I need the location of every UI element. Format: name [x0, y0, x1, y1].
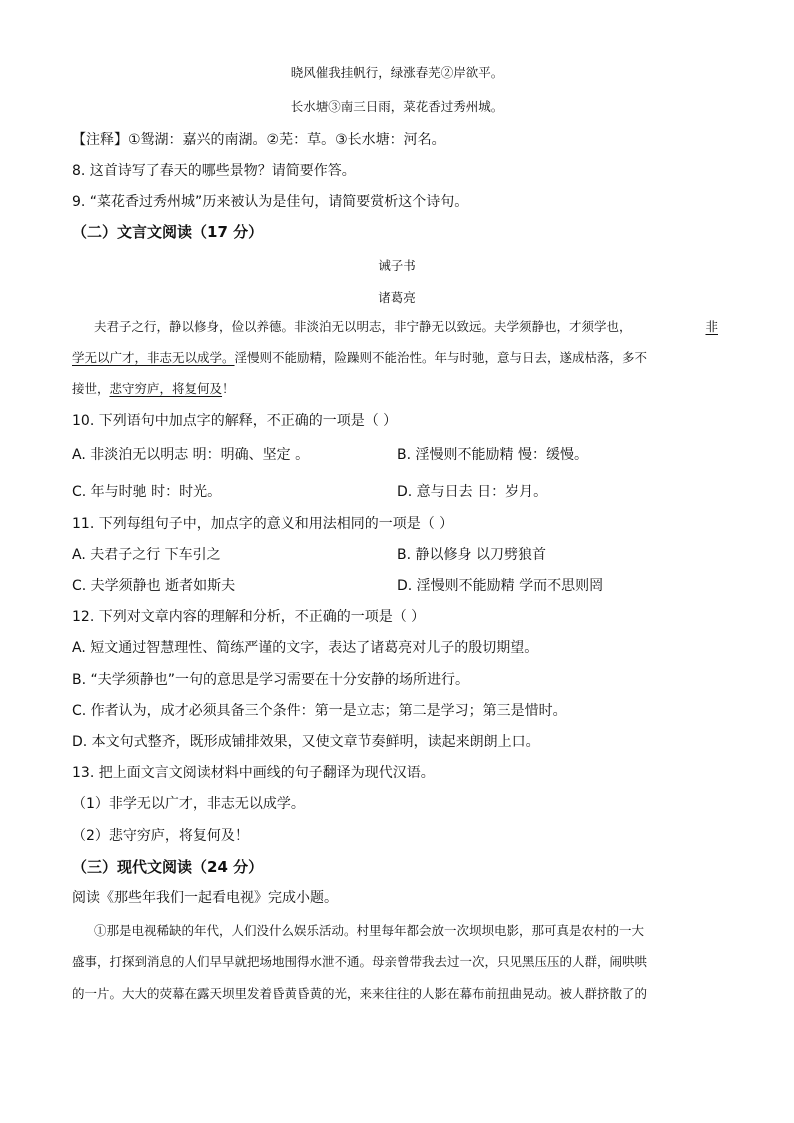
question-10-option-d: D. 意与日去 日：岁月。 [397, 484, 548, 500]
classical-text-author: 诸葛亮 [378, 290, 416, 305]
question-13-sentence-1: （1）非学无以广才，非志无以成学。 [72, 796, 305, 812]
question-11-option-c: C. 夫学须静也 逝者如斯夫 [72, 578, 236, 594]
question-11-option-a: A. 夫君子之行 下车引之 [72, 547, 221, 563]
question-11-stem: 11. 下列每组句子中，加点字的意义和用法相同的一项是（ ） [72, 516, 454, 532]
question-9: 9. “菜花香过秀州城”历来被认为是佳句，请简要赏析这个诗句。 [72, 194, 469, 210]
question-11-option-d: D. 淫慢则不能励精 学而不思则罔 [397, 578, 604, 594]
classical-text-segment: ！ [222, 381, 235, 396]
classical-text-segment: 夫君子之行，静以修身，俭以养德。非淡泊无以明志，非宁静无以致远。夫学须静也，才须学也， [94, 319, 632, 334]
classical-text-segment: 接世， [72, 381, 110, 396]
question-12-option-a: A. 短文通过智慧理性、简练严谨的文字，表达了诸葛亮对儿子的殷切期望。 [72, 640, 539, 656]
section-3-intro: 阅读《那些年我们一起看电视》完成小题。 [72, 890, 338, 906]
question-13-stem: 13. 把上面文言文阅读材料中画线的句子翻译为现代汉语。 [72, 765, 435, 781]
underlined-sentence-1-start: 非 [705, 319, 718, 334]
classical-text-line-2 [72, 348, 718, 368]
modern-text-line-2: 盛事，打探到消息的人们早早就把场地围得水泄不通。母亲曾带我去过一次，只见黑压压的人群，闹哄哄 [72, 954, 648, 969]
question-11-option-b: B. 静以修身 以刀劈狼首 [397, 547, 546, 563]
poem-line-2: 长水塘③南三日雨，菜花香过秀州城。 [290, 99, 504, 114]
question-13-sentence-2: （2）悲守穷庐，将复何及！ [72, 828, 249, 844]
question-12-stem: 12. 下列对文章内容的理解和分析，不正确的一项是（ ） [72, 609, 426, 625]
classical-text-line-3 [72, 379, 235, 399]
modern-text-line-3: 的一片。大大的荧幕在露天坝里发着昏黄昏黄的光，来来往往的人影在幕布前扭曲晃动。被人群挤散了的 [72, 986, 648, 1001]
question-10-option-a: A. 非淡泊无以明志 明：明确、坚定 。 [72, 447, 310, 463]
question-8: 8. 这首诗写了春天的哪些景物？请简要作答。 [72, 163, 356, 179]
question-10-stem: 10. 下列语句中加点字的解释，不正确的一项是（ ） [72, 413, 398, 429]
poem-line-1: 晓风催我挂帆行，绿涨春芜②岸欲平。 [290, 65, 504, 80]
classical-text-title: 诫子书 [378, 258, 416, 273]
section-2-heading: （二）文言文阅读（17 分） [72, 223, 264, 241]
question-12-option-c: C. 作者认为，成才必须具备三个条件：第一是立志；第二是学习；第三是惜时。 [72, 703, 567, 719]
underlined-sentence-1-end: 学无以广才，非志无以成学。 [72, 350, 235, 365]
question-10-option-b: B. 淫慢则不能励精 慢：缓慢。 [397, 447, 588, 463]
poem-notes: 【注释】①鸳湖：嘉兴的南湖。②芜：草。③长水塘：河名。 [72, 132, 446, 148]
question-12-option-b: B. “夫学须静也”一句的意思是学习需要在十分安静的场所进行。 [72, 672, 470, 688]
classical-text-line-1 [94, 317, 718, 337]
question-10-option-c: C. 年与时驰 时：时光。 [72, 484, 222, 500]
classical-text-segment: 淫慢则不能励精，险躁则不能治性。年与时驰，意与日去，遂成枯落，多不 [234, 350, 648, 365]
modern-text-line-1: ①那是电视稀缺的年代，人们没什么娱乐活动。村里每年都会放一次坝坝电影，那可真是农村的一大 [94, 923, 645, 938]
underlined-sentence-2: 悲守穷庐，将复何及 [109, 381, 223, 396]
question-12-option-d: D. 本文句式整齐，既形成铺排效果，又使文章节奏鲜明，读起来朗朗上口。 [72, 734, 540, 750]
section-3-heading: （三）现代文阅读（24 分） [72, 858, 264, 876]
